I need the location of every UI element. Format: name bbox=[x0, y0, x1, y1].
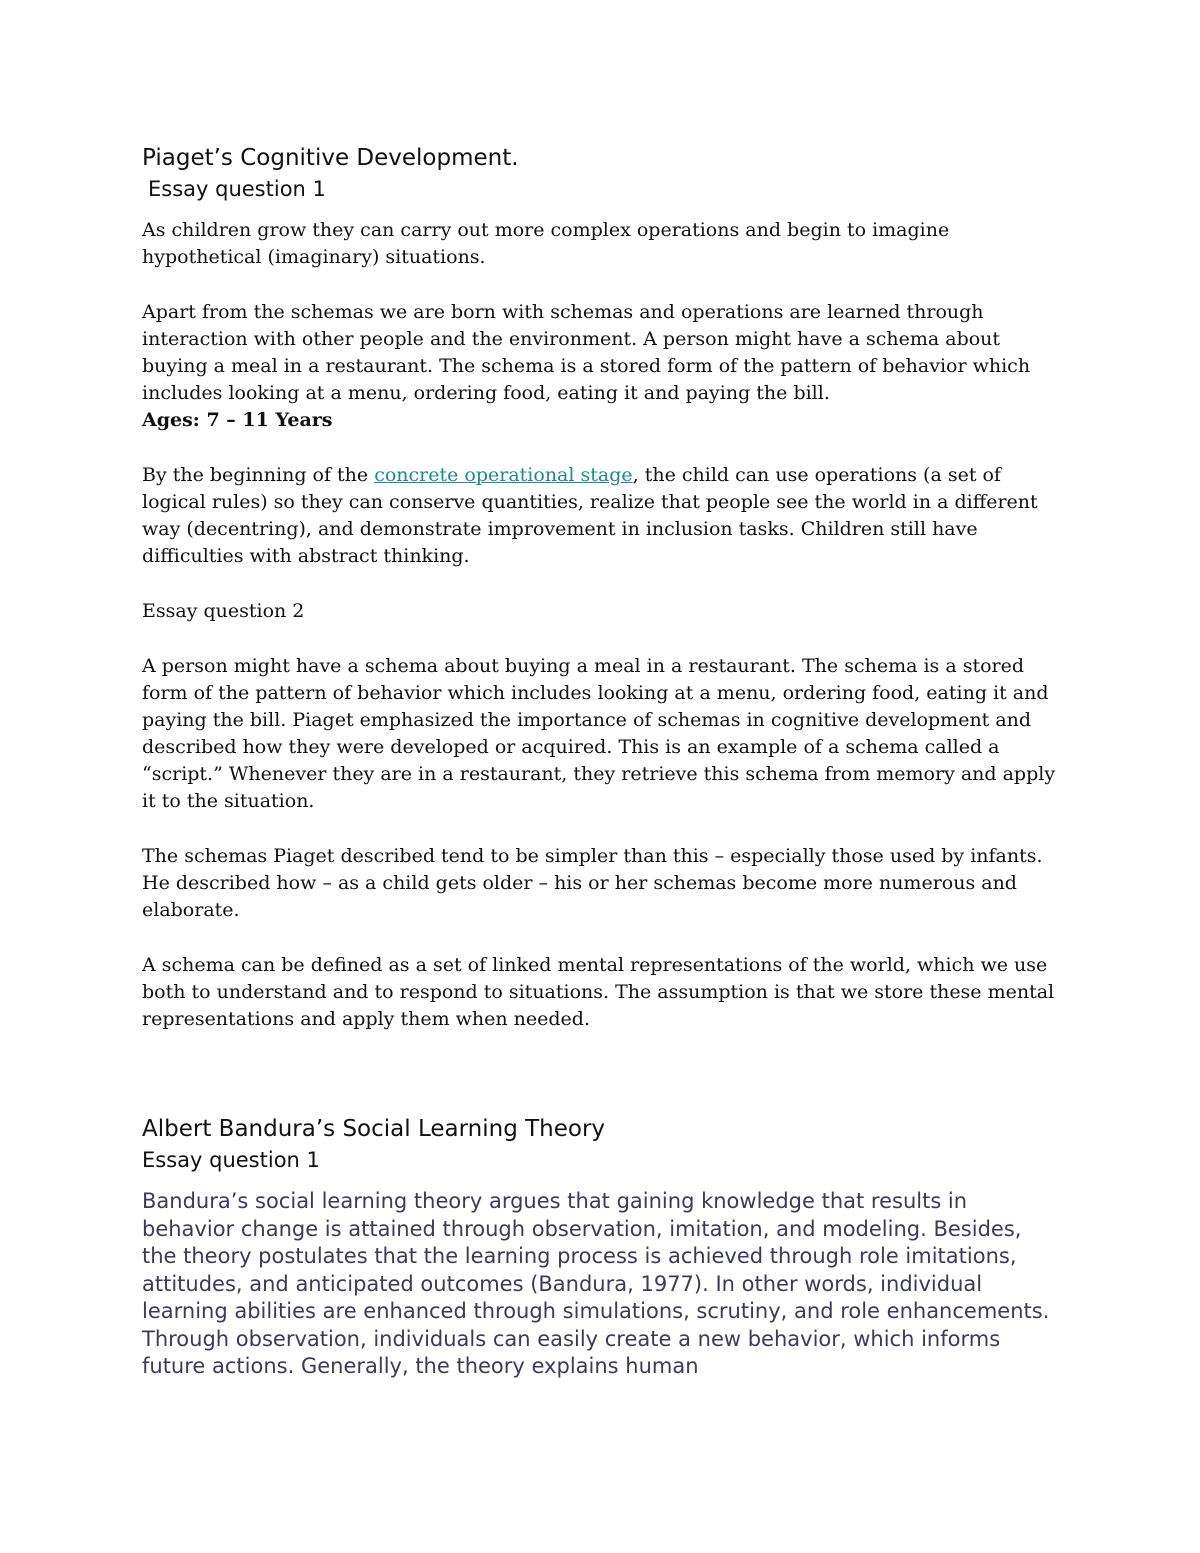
section-title-piaget: Piaget’s Cognitive Development. bbox=[142, 145, 519, 171]
paragraph: A person might have a schema about buying a meal in a restaurant. The schema is a stored form of the pattern of behavior which includes looking at a menu, ordering food, eating it and paying the bill. Piaget emphasized the importance of schemas in cognitive development and described how they were developed or acquired. This is an example of a schema called a “script.” Whenever they are in a restaurant, they retrieve this schema from memory and apply it to the situation. bbox=[142, 655, 1056, 812]
paragraph-with-link bbox=[142, 462, 1062, 570]
document-body bbox=[142, 142, 1062, 1381]
paragraph: The schemas Piaget described tend to be simpler than this – especially those used by infants. He described how – as a child gets older – his or her schemas become more numerous and elaborate. bbox=[142, 845, 1043, 921]
paragraph: Bandura’s social learning theory argues that gaining knowledge that results in behavior change is attained through observation, imitation, and modeling. Besides, the theory postulates that the learning process is achieved through role imitations, attitudes, and anticipated outcomes (Bandura, 1977). In other words, individual learning abilities are enhanced through simulations, scrutiny, and role enhancements. Through observation, individuals can easily create a new behavior, which informs future actions. Generally, the theory explains human bbox=[142, 1189, 1050, 1378]
paragraph: As children grow they can carry out more complex operations and begin to imagine hypothetical (imaginary) situations. bbox=[142, 219, 950, 268]
essay-question-label: Essay question 1 bbox=[142, 1148, 320, 1172]
paragraph-text: , the child can use operations (a set of logical rules) so they can conserve quantities, realize that people see the world in a different way (decentring), and demonstrate improvement in inclusion tasks. Children still have difficulties with abstract thinking. bbox=[142, 464, 1038, 567]
essay-question-label: Essay question 2 bbox=[142, 600, 305, 622]
essay-question-label: Essay question 1 bbox=[148, 177, 326, 201]
concrete-operational-stage-link[interactable]: concrete operational stage bbox=[374, 464, 633, 486]
section-title-bandura: Albert Bandura’s Social Learning Theory bbox=[142, 1116, 606, 1142]
paragraph: A schema can be defined as a set of linked mental representations of the world, which we use both to understand and to respond to situations. The assumption is that we store these mental representations and apply them when needed. bbox=[142, 954, 1055, 1030]
paragraph-text: By the beginning of the bbox=[142, 464, 375, 486]
ages-label: Ages: 7 – 11 Years bbox=[142, 409, 333, 431]
paragraph: Apart from the schemas we are born with schemas and operations are learned through interaction with other people and the environment. A person might have a schema about buying a meal in a restaurant. The schema is a stored form of the pattern of behavior which includes looking at a menu, ordering food, eating it and paying the bill. bbox=[142, 301, 1031, 404]
